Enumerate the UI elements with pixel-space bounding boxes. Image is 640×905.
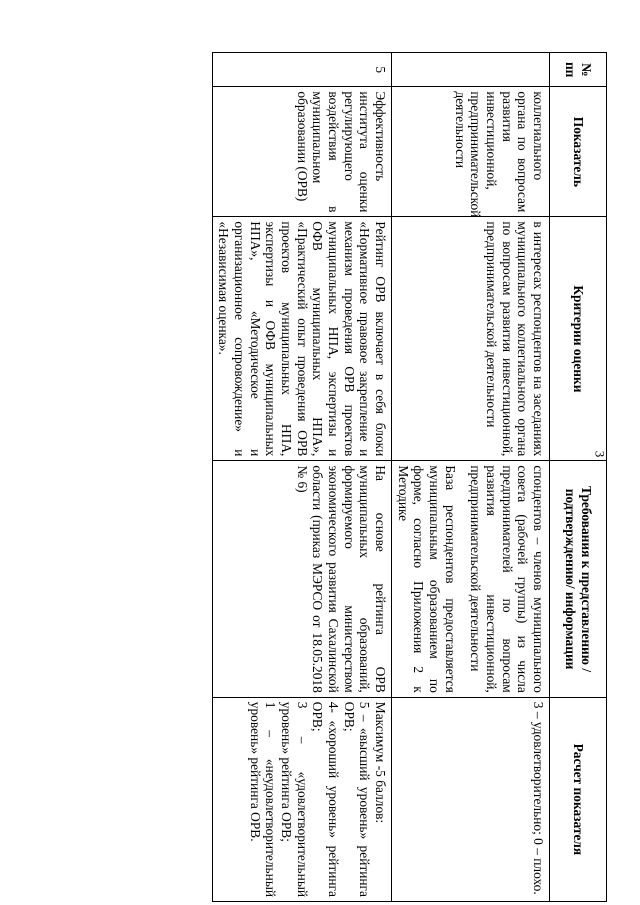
header-calculation: Расчет показателя bbox=[550, 697, 607, 901]
row-num-cell: 5 bbox=[212, 53, 391, 87]
calculation-cell: Максимум -5 баллов: 5 – «высший уровень» рейтинга ОРВ; 4- «хороший уровень» рейтинга ОРВ; 3 – «удовлетворительный уровень» рейтинга ОРВ; 1 – «неудовлетворительный уровень» рейтинга ОРВ. bbox=[212, 697, 391, 901]
requirements-cell: На основе рейтинга ОРВ муниципальных образований, формируемого министерством экономического развития Сахалинской области (приказ МЭРСО от 18.05.2018 № 6) bbox=[212, 461, 391, 697]
calculation-cell: 3 – удовлетворительно; 0 – плохо. bbox=[391, 697, 549, 901]
indicator-table bbox=[212, 52, 607, 902]
table-row bbox=[212, 53, 391, 902]
requirements-cell: спондентов – членов муниципального совета (рабочей группы) из числа предпринимателей по вопросам развития инвестиционной, предпринимательской деятельности База респондентов предоставляется муниципальным образованием по форме, согласно Приложения 2 к Методике bbox=[391, 461, 549, 697]
table-header-row bbox=[550, 53, 607, 902]
table-row bbox=[391, 53, 549, 902]
header-criteria: Критерии оценки bbox=[550, 217, 607, 461]
row-num-cell bbox=[391, 53, 549, 87]
criteria-cell: Рейтинг ОРВ включает в себя блоки «Нормативное правовое закрепление и механизм проведения ОРВ проектов муниципальных НПА, экспертизы и ОФВ муниципальных НПА», «Практический опыт проведения ОРВ проектов муниципальных НПА, экспертизы и ОФВ муниципальных НПА», «Методическое и организационное сопровождение» и «Независимая оценка». bbox=[212, 217, 391, 461]
criteria-cell: в интересах респондентов на заседаниях муниципального коллегиального органа по вопросам развития инвестиционной, предпринимательской деятельности bbox=[391, 217, 549, 461]
rotated-page-content bbox=[87, 52, 607, 902]
indicator-cell: коллегиального органа по вопросам развития инвестиционной, предпринимательской деятельности bbox=[391, 87, 549, 217]
header-num: № пп bbox=[550, 53, 607, 87]
header-requirements: Требования к представлению /подтверждению/ информации bbox=[550, 461, 607, 697]
indicator-cell: Эффективность института оценки регулирующего воздействия в муниципальном образовании (ОРВ) bbox=[212, 87, 391, 217]
header-indicator: Показатель bbox=[550, 87, 607, 217]
page-number: 3 bbox=[591, 450, 607, 458]
